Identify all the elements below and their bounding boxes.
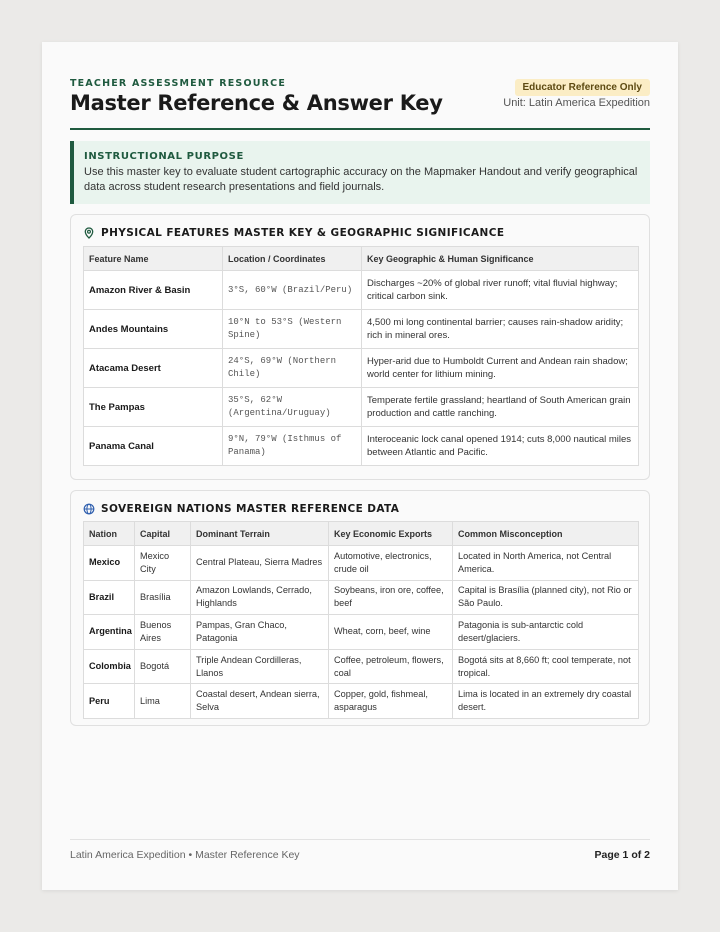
column-header: Feature Name xyxy=(84,247,223,271)
sovereign-nations-heading xyxy=(83,501,399,517)
page-footer xyxy=(70,839,650,861)
feature-location: 35°S, 62°W (Argentina/Uruguay) xyxy=(223,388,362,427)
eyebrow-label: TEACHER ASSESSMENT RESOURCE xyxy=(70,78,287,89)
feature-location: 10°N to 53°S (Western Spine) xyxy=(223,310,362,349)
purpose-heading: INSTRUCTIONAL PURPOSE xyxy=(84,151,244,162)
feature-location: 3°S, 60°W (Brazil/Peru) xyxy=(223,271,362,310)
sovereign-nations-table xyxy=(83,521,639,719)
feature-location: 9°N, 79°W (Isthmus of Panama) xyxy=(223,427,362,466)
page-header xyxy=(70,78,650,130)
physical-features-card xyxy=(70,214,650,480)
feature-significance: Temperate fertile grassland; heartland of South American grain production and cattle ranching. xyxy=(362,388,639,427)
document-page xyxy=(42,42,678,890)
page-title: Master Reference & Answer Key xyxy=(70,91,443,115)
nation-name: Mexico xyxy=(84,546,135,581)
nation-terrain: Coastal desert, Andean sierra, Selva xyxy=(191,684,329,719)
feature-name: Panama Canal xyxy=(84,427,223,466)
nation-exports: Automotive, electronics, crude oil xyxy=(329,546,453,581)
nation-name: Peru xyxy=(84,684,135,719)
table-row xyxy=(84,684,639,719)
table-row xyxy=(84,615,639,650)
globe-icon xyxy=(83,503,95,515)
unit-label: Unit: Latin America Expedition xyxy=(503,97,650,109)
nation-capital: Bogotá xyxy=(135,649,191,684)
feature-significance: 4,500 mi long continental barrier; causes rain-shadow aridity; rich in mineral ores. xyxy=(362,310,639,349)
column-header: Capital xyxy=(135,522,191,546)
feature-location: 24°S, 69°W (Northern Chile) xyxy=(223,349,362,388)
column-header: Common Misconception xyxy=(453,522,639,546)
nation-terrain: Pampas, Gran Chaco, Patagonia xyxy=(191,615,329,650)
nation-exports: Copper, gold, fishmeal, asparagus xyxy=(329,684,453,719)
nation-terrain: Triple Andean Cordilleras, Llanos xyxy=(191,649,329,684)
physical-features-heading xyxy=(83,225,504,241)
sovereign-nations-card xyxy=(70,490,650,726)
table-row xyxy=(84,649,639,684)
nation-exports: Wheat, corn, beef, wine xyxy=(329,615,453,650)
map-pin-icon xyxy=(83,227,95,239)
nation-name: Argentina xyxy=(84,615,135,650)
nation-misconception: Patagonia is sub-antarctic cold desert/glaciers. xyxy=(453,615,639,650)
table-header-row xyxy=(84,522,639,546)
feature-name: Andes Mountains xyxy=(84,310,223,349)
column-header: Key Economic Exports xyxy=(329,522,453,546)
table-row xyxy=(84,310,639,349)
feature-name: The Pampas xyxy=(84,388,223,427)
nation-exports: Coffee, petroleum, flowers, coal xyxy=(329,649,453,684)
feature-name: Atacama Desert xyxy=(84,349,223,388)
nation-misconception: Located in North America, not Central America. xyxy=(453,546,639,581)
table-row xyxy=(84,349,639,388)
column-header: Location / Coordinates xyxy=(223,247,362,271)
nation-terrain: Amazon Lowlands, Cerrado, Highlands xyxy=(191,580,329,615)
sovereign-nations-title: SOVEREIGN NATIONS MASTER REFERENCE DATA xyxy=(101,503,400,515)
instructional-purpose-callout xyxy=(70,141,650,204)
table-row xyxy=(84,271,639,310)
nation-capital: Lima xyxy=(135,684,191,719)
feature-significance: Hyper-arid due to Humboldt Current and Andean rain shadow; world center for lithium mining. xyxy=(362,349,639,388)
nation-name: Colombia xyxy=(84,649,135,684)
nation-misconception: Capital is Brasília (planned city), not Rio or São Paulo. xyxy=(453,580,639,615)
feature-significance: Discharges ~20% of global river runoff; vital fluvial highway; critical carbon sink. xyxy=(362,271,639,310)
nation-exports: Soybeans, iron ore, coffee, beef xyxy=(329,580,453,615)
physical-features-title: PHYSICAL FEATURES MASTER KEY & GEOGRAPHIC SIGNIFICANCE xyxy=(101,227,505,239)
educator-badge: Educator Reference Only xyxy=(515,79,650,96)
nation-capital: Brasília xyxy=(135,580,191,615)
nation-capital: Mexico City xyxy=(135,546,191,581)
footer-label: Latin America Expedition • Master Reference Key xyxy=(70,849,300,861)
nation-capital: Buenos Aires xyxy=(135,615,191,650)
column-header: Nation xyxy=(84,522,135,546)
nation-terrain: Central Plateau, Sierra Madres xyxy=(191,546,329,581)
table-header-row xyxy=(84,247,639,271)
physical-features-table xyxy=(83,246,639,466)
table-row xyxy=(84,580,639,615)
page-number: Page 1 of 2 xyxy=(594,849,650,861)
feature-name: Amazon River & Basin xyxy=(84,271,223,310)
table-row xyxy=(84,546,639,581)
column-header: Dominant Terrain xyxy=(191,522,329,546)
nation-misconception: Bogotá sits at 8,660 ft; cool temperate, not tropical. xyxy=(453,649,639,684)
purpose-text: Use this master key to evaluate student cartographic accuracy on the Mapmaker Handout and verify geographical data across student research presentations and field journals. xyxy=(84,166,638,193)
nation-misconception: Lima is located in an extremely dry coastal desert. xyxy=(453,684,639,719)
feature-significance: Interoceanic lock canal opened 1914; cuts 8,000 nautical miles between Atlantic and Pacific. xyxy=(362,427,639,466)
table-row xyxy=(84,388,639,427)
nation-name: Brazil xyxy=(84,580,135,615)
column-header: Key Geographic & Human Significance xyxy=(362,247,639,271)
table-row xyxy=(84,427,639,466)
